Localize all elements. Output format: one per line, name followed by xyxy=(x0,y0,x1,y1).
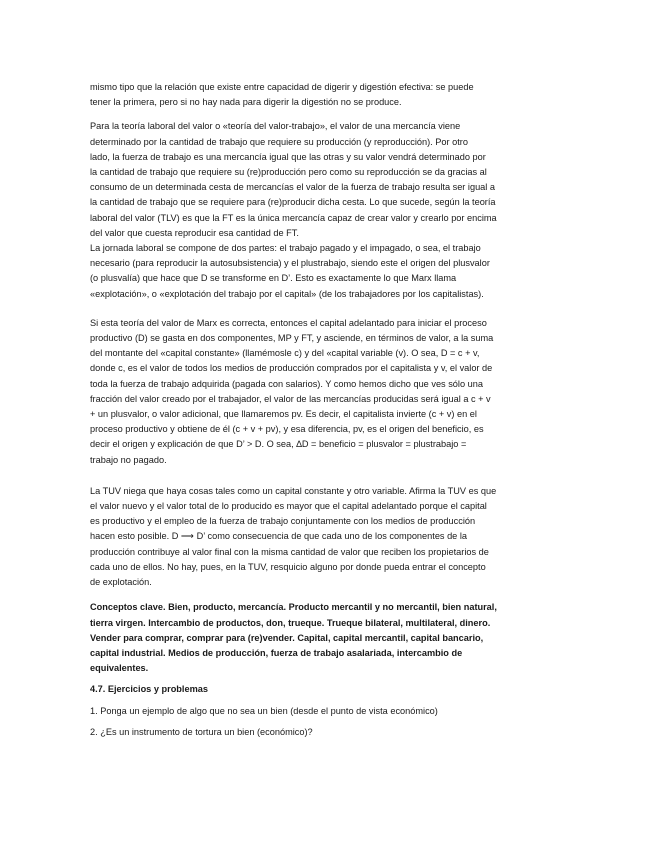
text-line: capital industrial. Medios de producción, fuerza de trabajo asalariada, intercambio de xyxy=(90,647,463,658)
text-line: La jornada laboral se compone de dos partes: el trabajo pagado y el impagado, o sea, el trabajo xyxy=(90,243,481,254)
bold-paragraph xyxy=(90,682,566,697)
text-line: producción contribuye al valor final con la misma cantidad de valor que reciben los propietarios de xyxy=(90,546,489,557)
text-line: Vender para comprar, comprar para (re)vender. Capital, capital mercantil, capital bancario, xyxy=(90,632,484,643)
text-line: + un plusvalor, o valor adicional, que llamaremos pv. Es decir, el capitalista invierte (c + v) en el xyxy=(90,409,477,420)
text-line: productivo (D) se gasta en dos componentes, MP y FT, y asciende, en términos de valor, a la suma xyxy=(90,333,494,344)
text-line: el valor nuevo y el valor total de lo producido es mayor que el capital adelantado porque el capital xyxy=(90,501,487,512)
text-line: «explotación», o «explotación del trabajo por el capital» (de los trabajadores por los capitalistas). xyxy=(90,288,484,299)
text-line: 2. ¿Es un instrumento de tortura un bien (económico)? xyxy=(90,726,313,737)
text-line: fracción del valor creado por el trabajador, el valor de las mercancías producidas será igual a c + v xyxy=(90,393,491,404)
text-line: Para la teoría laboral del valor o «teoría del valor-trabajo», el valor de una mercancía viene xyxy=(90,121,461,132)
paragraph xyxy=(90,119,566,301)
text-line: la cantidad de trabajo que se requiere para (re)producir dicha cesta. Lo que sucede, según la teoría xyxy=(90,197,496,208)
text-line: 1. Ponga un ejemplo de algo que no sea un bien (desde el punto de vista económico) xyxy=(90,705,438,716)
paragraph xyxy=(90,484,566,590)
text-line: de explotación. xyxy=(90,577,152,588)
text-line: es productivo y el empleo de la fuerza de trabajo conjuntamente con los medios de producción xyxy=(90,516,476,527)
text-line: La TUV niega que haya cosas tales como un capital constante y otro variable. Afirma la TUV es que xyxy=(90,485,497,496)
text-line: (o plusvalía) que hace que D se transforme en D’. Esto es exactamente lo que Marx llama xyxy=(90,273,457,284)
text-line: tener la primera, pero si no hay nada para digerir la digestión no se produce. xyxy=(90,97,402,108)
paragraph xyxy=(90,704,566,719)
text-line: proceso productivo y obtiene de él (c + v + pv), y esa diferencia, pv, es el origen del beneficio, es xyxy=(90,424,484,435)
text-line: Conceptos clave. Bien, producto, mercancía. Producto mercantil y no mercantil, bien natural, xyxy=(90,602,497,613)
paragraph xyxy=(90,80,566,110)
text-line: del montante del «capital constante» (llamémosle c) y del «capital variable (v). O sea, D = c + v, xyxy=(90,348,480,359)
text-line: del valor que cuesta reproducir esa cantidad de FT. xyxy=(90,227,299,238)
bold-paragraph xyxy=(90,600,566,676)
text-line: determinado por la cantidad de trabajo que requiere su producción (y reproducción). Por otro xyxy=(90,136,468,147)
text-line: equivalentes. xyxy=(90,663,149,674)
text-line: necesario (para reproducir la autosubsistencia) y el plustrabajo, siendo este el origen del plusvalor xyxy=(90,258,490,269)
text-line: consumo de un determinada cesta de mercancías el valor de la fuerza de trabajo resulta ser igual a xyxy=(90,182,495,193)
text-line: lado, la fuerza de trabajo es una mercancía igual que las otras y su valor vendrá determinado por xyxy=(90,151,486,162)
text-line: mismo tipo que la relación que existe entre capacidad de digerir y digestión efectiva: se puede xyxy=(90,82,474,92)
text-line: Si esta teoría del valor de Marx es correcta, entonces el capital adelantado para iniciar el proceso xyxy=(90,317,487,328)
text-line: cada uno de ellos. No hay, pues, en la TUV, resquicio alguno por donde pueda entrar el concepto xyxy=(90,561,486,572)
text-line: trabajo no pagado. xyxy=(90,454,167,465)
text-line: laboral del valor (TLV) es que la FT es la única mercancía capaz de crear valor y crearlo por encima xyxy=(90,212,497,223)
text-line: 4.7. Ejercicios y problemas xyxy=(90,684,208,695)
paragraph xyxy=(90,316,566,468)
text-line: la cantidad de trabajo que requiere su (re)producción pero como su reproducción se da gracias al xyxy=(90,167,487,178)
document-body xyxy=(90,80,566,748)
paragraph xyxy=(90,725,566,740)
text-line: donde c, es el valor de todos los medios de producción comprados por el capitalista y v, el valor de xyxy=(90,363,493,374)
text-line: hacen esto posible. D ⟶ D’ como consecuencia de que cada uno de los componentes de la xyxy=(90,531,467,542)
text-line: toda la fuerza de trabajo adquirida (pagada con salarios). Y como hemos dicho que ves sólo una xyxy=(90,378,483,389)
text-line: tierra virgen. Intercambio de productos, don, trueque. Trueque bilateral, multilateral, dinero. xyxy=(90,617,491,628)
text-line: decir el origen y explicación de que D’ > D. O sea, ∆D = beneficio = plusvalor = plustrabajo = xyxy=(90,439,467,450)
